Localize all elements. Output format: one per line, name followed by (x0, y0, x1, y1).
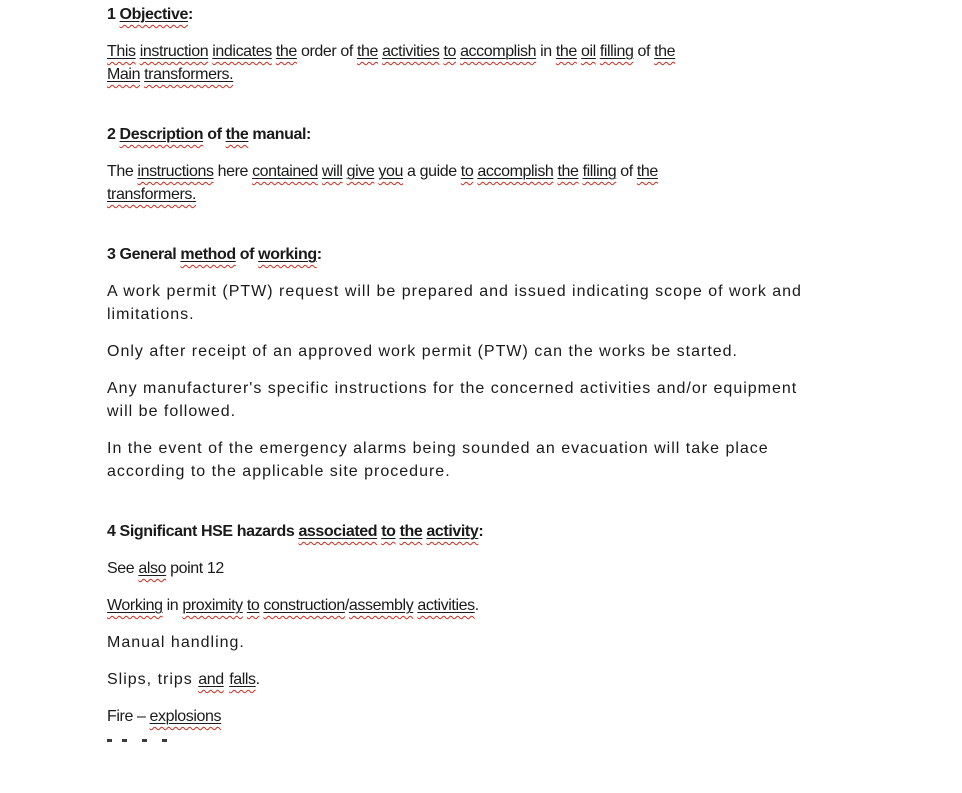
flagged-word (107, 597, 163, 614)
flagged-word-text: will (321, 163, 343, 180)
flagged-word (252, 163, 318, 180)
flagged-word-text: method (180, 246, 236, 263)
flagged-word (426, 523, 478, 540)
flagged-word (263, 597, 344, 614)
paragraph-6: In the event of the emergency alarms being sounded an evacuation will take place according to the applicable site procedure. (107, 440, 769, 480)
flagged-word-text: you (378, 163, 403, 180)
flagged-word-text: to (246, 597, 260, 614)
flagged-word-text: instructions (137, 163, 214, 180)
flagged-word (654, 43, 675, 60)
flagged-word (229, 671, 255, 688)
flagged-word (182, 597, 242, 614)
flagged-word (137, 163, 213, 180)
paragraph-3: A work permit (PTW) request will be prepared and issued indicating scope of work and limitations. (107, 283, 802, 323)
clipped-letter-top (107, 739, 112, 742)
flagged-word (107, 186, 196, 203)
flagged-word-text: transformers. (144, 66, 234, 83)
paragraph-8: Working in proximity to construction/assembly activities. (107, 597, 479, 614)
flagged-word (460, 43, 536, 60)
document-body (107, 3, 960, 745)
flagged-word-text: the (275, 43, 297, 60)
flagged-word (226, 126, 249, 143)
flagged-word-text: associated (298, 523, 378, 540)
section-heading-2: 2 Description of the manual: (107, 126, 311, 143)
flagged-word-text: explosions (149, 708, 222, 725)
flagged-word (557, 163, 578, 180)
flagged-word (400, 523, 423, 540)
flagged-word-text: filling (599, 43, 634, 60)
flagged-word-text: indicates (212, 43, 272, 60)
paragraph-9: Manual handling. (107, 634, 245, 651)
flagged-word (349, 597, 413, 614)
flagged-word (357, 43, 378, 60)
flagged-word-text: assembly (348, 597, 414, 614)
flagged-word-text: the (225, 126, 249, 143)
paragraph-7: See also point 12 (107, 560, 224, 577)
flagged-word-text: Objective (119, 6, 188, 23)
flagged-word-text: activities (382, 43, 440, 60)
flagged-word-text: transformers. (107, 186, 197, 203)
flagged-word (382, 43, 439, 60)
flagged-word-text: Description (119, 126, 204, 143)
flagged-word-text: the (399, 523, 423, 540)
flagged-word (198, 671, 224, 688)
flagged-word-text: and (198, 671, 224, 688)
flagged-word (378, 163, 403, 180)
paragraph-11: Fire – explosions (107, 708, 222, 725)
flagged-word (381, 523, 395, 540)
paragraph-10: Slips, trips and falls. (107, 671, 262, 688)
flagged-word (120, 6, 188, 23)
flagged-word-text: give (346, 163, 375, 180)
flagged-word (120, 126, 204, 143)
section-heading-1: 1 Objective: (107, 6, 193, 23)
flagged-word (107, 43, 136, 60)
flagged-word-text: the (636, 163, 658, 180)
flagged-word (212, 43, 272, 60)
flagged-word-text: construction (263, 597, 345, 614)
flagged-word (347, 163, 375, 180)
flagged-word-text: working (258, 246, 317, 263)
flagged-word (583, 163, 617, 180)
flagged-word (140, 43, 209, 60)
flagged-word (417, 597, 474, 614)
flagged-word (144, 66, 233, 83)
flagged-word (600, 43, 634, 60)
paragraph-2: The instructions here contained will give you a guide to accomplish the filling of the transformers. (107, 163, 658, 203)
section-heading-4: 4 Significant HSE hazards associated to the activity: (107, 523, 484, 540)
flagged-word-text: accomplish (477, 163, 554, 180)
flagged-word (138, 560, 166, 577)
flagged-word-text: the (356, 43, 379, 60)
flagged-word-text: to (460, 163, 474, 180)
flagged-word-text: accomplish (460, 43, 537, 60)
flagged-word (150, 708, 222, 725)
flagged-word (322, 163, 343, 180)
flagged-word-text: filling (582, 163, 617, 180)
flagged-word-text: activities (417, 597, 475, 614)
flagged-word (461, 163, 474, 180)
flagged-word (276, 43, 297, 60)
flagged-word (581, 43, 596, 60)
paragraph-1: This instruction indicates the order of the activities to accomplish in the oil filling of the Main transformers. (107, 43, 676, 83)
paragraph-4: Only after receipt of an approved work permit (PTW) can the works be started. (107, 343, 738, 360)
flagged-word (298, 523, 377, 540)
clipped-next-line (107, 739, 960, 745)
flagged-word-text: contained (252, 163, 318, 180)
flagged-word (556, 43, 577, 60)
flagged-word-text: to (443, 43, 457, 60)
flagged-word (107, 66, 140, 83)
flagged-word-text: to (381, 523, 396, 540)
flagged-word-text: falls (229, 671, 256, 688)
flagged-word-text: the (557, 163, 579, 180)
flagged-word-text: the (654, 43, 676, 60)
flagged-word (637, 163, 658, 180)
flagged-word (247, 597, 260, 614)
flagged-word-text: oil (580, 43, 596, 60)
flagged-word (443, 43, 456, 60)
clipped-letter-top (162, 739, 167, 742)
flagged-word-text: This (107, 43, 136, 60)
flagged-word-text: activity (426, 523, 479, 540)
clipped-letter-top (122, 739, 127, 742)
flagged-word-text: proximity (182, 597, 243, 614)
flagged-word (258, 246, 317, 263)
flagged-word-text: Main (107, 66, 141, 83)
flagged-word (477, 163, 553, 180)
section-heading-3: 3 General method of working: (107, 246, 322, 263)
flagged-word-text: Working (107, 597, 163, 614)
paragraph-5: Any manufacturer's specific instructions for the concerned activities and/or equipment will be followed. (107, 380, 798, 420)
flagged-word (180, 246, 235, 263)
clipped-letter-top (142, 739, 147, 742)
flagged-word-text: the (555, 43, 577, 60)
flagged-word-text: instruction (139, 43, 209, 60)
flagged-word-text: also (138, 560, 167, 577)
